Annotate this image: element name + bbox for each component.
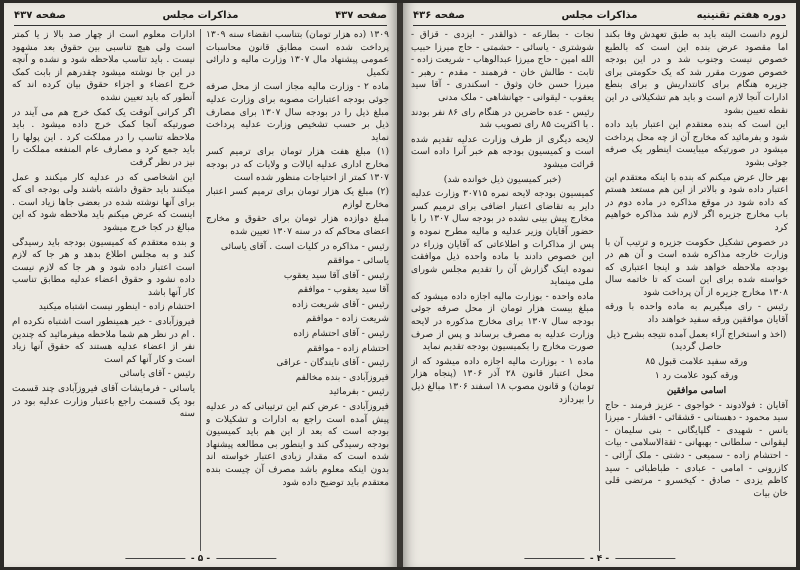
supporters-heading: اسامی موافقین — [666, 385, 727, 397]
paragraph: ماده ۱ - بوزارت مالیه اجازه داده میشود که از محل اعتبار قانون ۲۸ آذر ۱۳۰۶ (پنجاه هزار تومان) و قانون مصوب ۱۸ اسفند ۱۳۰۶ مبالغ ذیل را بپردازد — [411, 356, 594, 405]
left-page-header — [14, 9, 387, 26]
paragraph: در خصوص تشکیل حکومت جزیره و ترتیب آن با وزارت خارجه مذاکره شده است و آن هم در بودجه ملاحظه خواهد شد و اینجا اعتباری که خواسته شده برای این است که تا خاتمه سال ۱۳۰۸ مخارج جزیره از آن پرداخت شود — [605, 237, 788, 298]
right-page-number: - ۴ - — [518, 554, 681, 564]
speaker-line: رئیس - رای میگیریم به ماده واحده با ورقه آقایان موافقین ورقه سفید خواهند داد — [605, 302, 788, 326]
vote-count-white: ورقه سفید علامت قبول ۸۵ — [645, 356, 748, 367]
right-page-right-column — [605, 29, 788, 553]
speaker-line: رئیس - بفرمائید — [329, 387, 389, 398]
speaker-line: احتشام زاده - اینطور نیست اشتباه میکنید — [38, 302, 195, 313]
right-page-header — [413, 9, 786, 26]
paragraph: ماده ۲ - وزارت مالیه مجاز است از محل صرفه جوئی بودجه اعتبارات مصوبه برای وزارت عدلیه مبلغ ذیل را در بودجه سال ۱۳۰۷ برای مصارف ذیل بر حسب تشخیص وزارت عدلیه پرداخت نماید — [206, 82, 389, 143]
paragraph: فیروزآبادی - عرض کنم این ترتیباتی که در عدلیه پیش آمده است راجع به ادارات و تشکیلات و بودجه است که بعد از این هم باید کمیسیون بودجه رسیدگی کند و اینطور بی مطالعه پیشنهاد شده است که مقدار زیادی اعتبار خواسته اند بدون اینکه معلوم باشد مصرف آن چیست بنده معتقدم باید توضیح داده شود — [206, 402, 389, 488]
speaker-line: رئیس - آقای احتشام زاده — [293, 329, 389, 340]
left-page — [4, 3, 397, 567]
paragraph: اگر کرانی آنوقت یک کمک خرج هم می آیند در صورتیکه آنجا کمک خرج داده میشود . باید ملاحظه تناسب را در مملکت کرد . این پولها را باید جمع کرد و مصارف عام المنفعه مملکت را نیز در نظر گرفت — [12, 107, 195, 168]
paragraph: مبلغ دوازده هزار تومان برای حقوق و مخارج اعضای محاکم که در سنه ۱۳۰۷ تعیین شده — [206, 214, 389, 237]
speaker-line: فیروزآبادی - بنده مخالفم — [295, 372, 389, 383]
paragraph: بهر حال عرض میکنم که بنده با اینکه معتقدم این اعتبار داده شود و بالاتر از این هم مستعد هستم که داده شود در موقع مذاکره در ماده دوم در باب مخارج جزیره اگر لازم شد مذاکره خواهیم کرد — [605, 172, 788, 233]
speaker-line: رئیس - عده حاضرین در هنگام رای ۸۶ نفر بودند . با اکثریت ۸۵ رای تصویب شد — [411, 107, 594, 131]
speaker-line: رئیس - آقای شریعت زاده — [292, 299, 389, 310]
right-header-title: مذاکرات مجلس — [561, 10, 638, 21]
speaker-line: یاسائی - موافقم — [327, 256, 389, 267]
book-spread — [4, 3, 796, 567]
paragraph: و بنده معتقدم که کمیسیون بودجه باید رسیدگی کند و به مجلس اطلاع بدهد و هر جا که لازم است اعتبار داده شود و هر جا که لازم نیست داده نشود و حقوق اعضاء عدلیه مطابق تناسب کار آنها باشد — [12, 237, 195, 298]
speaker-line: رئیس - آقای یاسائی — [119, 369, 195, 380]
left-page-left-column — [12, 29, 195, 553]
paragraph: کمیسیون بودجه لایحه نمره ۳۰۷۱۵ وزارت عدلیه دایر به تقاضای اعتبار اضافی برای ترمیم کسر مخارج پیش بینی نشده در بودجه سال ۱۳۰۷ را با حضور آقایان وزیر عدلیه و مالیه مطرح نموده و پس از مذاکرات و اطلاعاتی که آقایان وزراء در این خصوص دادند با ماده واحده ذیل موافقت نموده اینک گزارش آن را تقدیم مجلس شورای ملی مینماید — [411, 189, 594, 288]
column-divider — [200, 29, 201, 551]
supporters-list: آقایان : فولادوند - خواجوی - عزیز فرمند - حاج سید محمود - دهستانی - قشقائی - افشار - میرزا یانس - شهیدی - گلپایگانی - بنی سلیمان - لیقوانی - سلطانی - بهبهانی - ثقةالاسلامی - بیات - احتشام زاده - سمیعی - دشتی - ملک آرائی - کازرونی - امامی - عبادی - طباطبائی - سید کاظم یزدی - صادق - کیخسرو - مرتضی قلی خان بیات — [605, 400, 788, 499]
speaker-line: شریعت زاده - موافقم — [305, 314, 389, 325]
speaker-line: رئیس - آقای نایندگان - عراقی — [276, 358, 389, 369]
paragraph: ماده واحده - بوزارت مالیه اجازه داده میشود که مبلغ بیست هزار تومان از محل صرفه جوئی بودجه سال ۱۳۰۷ برای مخارج مذکوره در لایحه وزارت عدلیه به مصرف برساند و پس از صرف صورت مخارج را بکمیسیون بودجه تقدیم نماید — [411, 291, 594, 353]
paragraph: این است که بنده معتقدم این اعتبار باید داده شود و بفرمائید که مخارج آن از چه محل پرداخت میشود در صورتیکه میبایست اینطور یک صرفه جوئی بشود — [605, 120, 788, 168]
paragraph: این اشخاصی که در عدلیه کار میکنند و عمل میکنند باید حقوق داشته باشند ولی بودجه ای که برای آنها نوشته شده در بعضی جاها زیاد است . اینست که عرض میکنم باید ملاحظه شود که این مبالغ در کجا خرج میشود — [12, 172, 195, 233]
report-heading: (خبر کمیسیون ذیل خوانده شد) — [443, 174, 562, 185]
speaker-line: احتشام زاده - موافقم — [307, 343, 389, 354]
paragraph: (۲) مبلغ یک هزار تومان برای ترمیم کسر اعتبار مخارج لوازم — [206, 187, 389, 210]
speaker-line: رئیس - آقای آقا سید یعقوب — [283, 270, 389, 281]
paragraph: لزوم دانست البته باید به طبق تعهدش وفا بکند اما مقصود عرض بنده این است که بالطبع خصوص نیست وجنوب شد و در این بودجه خصوص صورت مقرر شد که یک حکومتی برای جزیره هنگام برای کانتداریش و برای بنطع ادارات آنجا لازم است و باید هم تشکیلاتی در این نقطه تعیین بشود — [605, 30, 788, 116]
vote-note: (اخذ و استخراج آراء بعمل آمده نتیجه بشرح ذیل حاصل گردید) — [606, 329, 787, 353]
paragraph: فیروزآبادی - خیر همینطور است اشتباه نکرده ام . ام در نظر هم شما ملاحظه میفرمائید که چندین نفر از اعضاء عدلیه هستند که حقوق آنها زیاد است و کار آنها کم است — [12, 317, 195, 365]
paragraph: ۱۳۰۹ (ده هزار تومان) بتناسب انقضاء سنه ۱۳۰۹ پرداخت شده است مطابق قانون محاسبات عمومی پیشنهاد مال ۱۳۰۷ وزارت مالیه و دارائی تکمیل — [206, 30, 389, 78]
names-list: نجات - بطارعه - ذوالقدر - ایزدی - قزاق - شوشتری - یاسائی - حشمتی - حاج میرزا حبیب الله امین - حاج میرزا عبدالوهاب - شریعت زاده - ثابت - طالش خان - فرهمند - مقدم - رهبر - میرزا حسن خان وثوق - اسکندری - آقا سید یعقوب - لیقوانی - جهانشاهی - ملک مدنی — [411, 30, 594, 103]
right-header-session-label: دوره هفتم تقنینیه — [696, 10, 786, 21]
speaker-line: آقا سید یعقوب - موافقم — [297, 285, 389, 296]
left-page-number: - ۵ - — [119, 554, 282, 564]
left-header-page-label: صفحه ۴۳۷ — [335, 10, 387, 21]
right-header-page-label: صفحه ۴۳۶ — [413, 10, 465, 21]
vote-count-blue: ورقه کبود علامت رد ۱ — [654, 371, 739, 382]
paragraph: ادارات معلوم است از چهار صد بالا ز یا کمتر است ولی هیچ تناسبی بین حقوق بعد مشهود نیست . باید تناسب ملاحظه شود و نشده و آنچه در این جا نوشته میشود چقدرهم از بابت کمک خرج اعضاء و اجزاء حقوق بیان کرده اند که آنطور که باید تعیین نشده — [12, 30, 195, 103]
left-header-title: مذاکرات مجلس — [162, 10, 239, 21]
paragraph: یاسائی - فرمایشات آقای فیروزآبادی چند قسمت بود یک قسمت راجع باعتبار وزارت عدلیه بود در سنه — [12, 384, 195, 420]
left-header-page-label-alt: صفحه ۴۳۷ — [14, 10, 66, 21]
column-divider — [599, 29, 600, 551]
right-page-left-column — [411, 29, 594, 553]
right-page — [403, 3, 796, 567]
paragraph: لایحه دیگری از طرف وزارت عدلیه تقدیم شده است و کمیسیون بودجه هم خبر آنرا داده است قرائت میشود — [411, 134, 594, 170]
speaker-line: رئیس - مذاکره در کلیات است . آقای یاسائی — [220, 241, 389, 252]
paragraph: (۱) مبلغ هفت هزار تومان برای ترمیم کسر مخارج اداری عدلیه ایالات و ولایات که در بودجه ۱۳۰۷ کمتر از احتیاجات منظور شده است — [206, 147, 389, 183]
left-page-right-column — [206, 29, 389, 553]
